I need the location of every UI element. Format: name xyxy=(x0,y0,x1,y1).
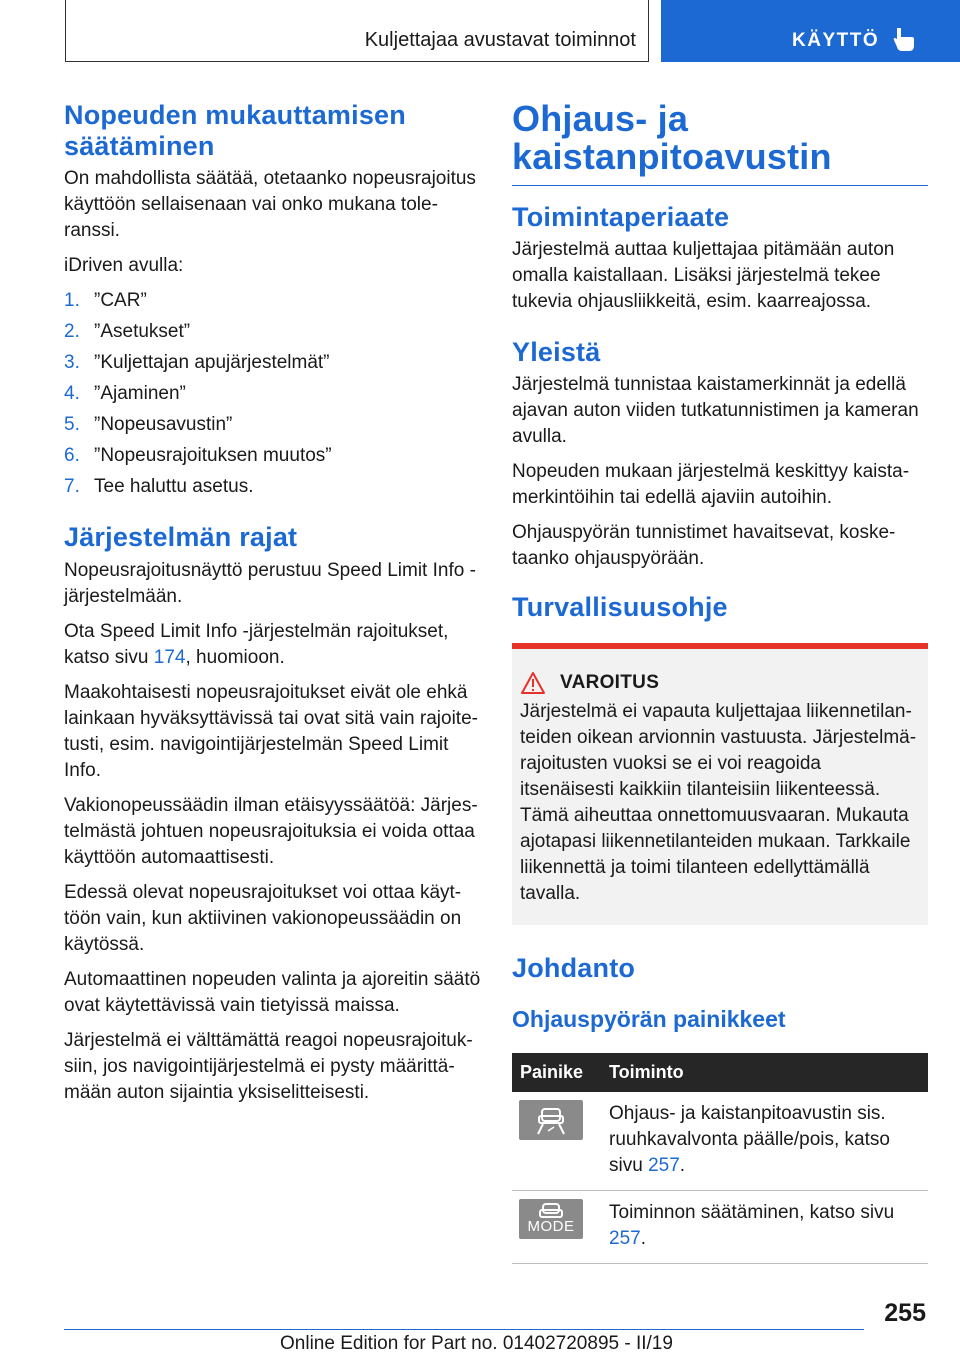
column-header-button: Painike xyxy=(512,1053,601,1092)
heading-principle: Toimintaperiaate xyxy=(512,202,730,232)
step-number: 1. xyxy=(64,290,80,311)
paragraph-limits-7: Järjestelmä ei välttämättä reagoi nopeusrajoituksiin, jos navigointijärjestelmä ei pysty määrittämään auton sijaintia yksiselitteisesti. xyxy=(64,1030,473,1103)
step-text: ”Ajaminen” xyxy=(94,383,186,404)
page-link-257[interactable]: 257 xyxy=(648,1155,680,1176)
heading-lane-assist: Ohjaus- ja kaistanpitoavustin xyxy=(512,98,832,177)
step-text: ”Kuljettajan apujärjestelmät” xyxy=(94,352,330,373)
step-number: 4. xyxy=(64,383,80,404)
header-chapter-title: KÄYTTÖ xyxy=(792,30,880,51)
paragraph-speed-adjust: On mahdollista säätää, otetaanko nopeusrajoitus käyttöön sellaisenaan vai onko mukana toleranssi. xyxy=(64,168,476,241)
pointing-hand-icon xyxy=(893,26,915,52)
warning-triangle-icon xyxy=(520,671,546,695)
warning-title-row xyxy=(520,671,918,695)
table-cell-function xyxy=(601,1092,928,1191)
table-row xyxy=(512,1092,928,1191)
column-header-function: Toiminto xyxy=(601,1053,928,1092)
list-item xyxy=(64,474,484,500)
paragraph-limits-1: Nopeusrajoitusnäyttö perustuu Speed Limit Info -järjestelmään. xyxy=(64,560,476,607)
footer-rule xyxy=(64,1329,864,1330)
mode-label: MODE xyxy=(527,1217,575,1235)
warning-text: Järjestelmä ei vapauta kuljettajaa liikennetilanteiden oikean arvionnin vastuusta. Järjestelmärajoitusten vuoksi se ei voi reagoida itsenäisesti kaikkiin tilanteisiin liikenteessä. Tämä aiheuttaa onnettomuusvaaran. Mukauta ajotapasi liikennetilanteiden mukaan. Tarkkaile liikennettä ja toimi tilanteen edellyttämällä tavalla. xyxy=(520,701,917,904)
paragraph-principle: Järjestelmä auttaa kuljettajaa pitämään auton omalla kaistallaan. Lisäksi järjestelmä tekee tukevia ohjausliikkeitä, esim. kaarreajossa. xyxy=(512,239,895,312)
heading-safety: Turvallisuusohje xyxy=(512,592,728,622)
list-item xyxy=(64,319,484,345)
lane-assist-button-icon xyxy=(519,1100,583,1140)
text: , huomioon. xyxy=(185,647,285,668)
step-text: ”CAR” xyxy=(94,290,147,311)
right-column xyxy=(512,100,928,1264)
step-text: ”Nopeusavustin” xyxy=(94,414,233,435)
paragraph-limits-5: Edessä olevat nopeusrajoitukset voi ottaa käyttöön vain, kun aktiivinen vakionopeussäädin on käytössä. xyxy=(64,882,462,955)
heading-speed-adjust: Nopeuden mukauttamisen säätäminen xyxy=(64,100,406,161)
step-number: 3. xyxy=(64,352,80,373)
text: . xyxy=(679,1155,686,1176)
paragraph-limits-3: Maakohtaisesti nopeusrajoitukset eivät ole ehkä lainkaan hyväksyttävissä tai ovat sitä vain rajoitetusti, esim. navigointijärjestelmän Speed Limit Info. xyxy=(64,682,478,781)
table-cell-function xyxy=(601,1191,928,1264)
table-header-row xyxy=(512,1053,928,1092)
step-number: 2. xyxy=(64,321,80,342)
step-number: 5. xyxy=(64,414,80,435)
warning-title: VAROITUS xyxy=(560,672,660,693)
warning-box xyxy=(512,643,928,925)
heading-system-limits: Järjestelmän rajat xyxy=(64,522,298,552)
table-cell-icon xyxy=(512,1191,601,1264)
text: . xyxy=(640,1228,646,1249)
paragraph-general-2: Nopeuden mukaan järjestelmä keskittyy kaistamerkintöihin tai edellä ajaviin autoihin. xyxy=(512,461,910,508)
step-text: Tee haluttu asetus. xyxy=(94,476,254,497)
page-number: 255 xyxy=(884,1299,926,1327)
page-link-257[interactable]: 257 xyxy=(609,1228,641,1249)
heading-rule xyxy=(512,185,928,186)
paragraph-general-1: Järjestelmä tunnistaa kaistamerkinnät ja edellä ajavan auton viiden tutkatunnistimen ja kameran avulla. xyxy=(512,374,919,447)
list-item xyxy=(64,288,484,314)
table-row xyxy=(512,1191,928,1264)
header-chapter-tab xyxy=(661,0,960,62)
buttons-table xyxy=(512,1053,928,1264)
paragraph-general-3: Ohjauspyörän tunnistimet havaitsevat, kosketaanko ohjauspyörään. xyxy=(512,522,896,569)
step-text: ”Asetukset” xyxy=(94,321,191,342)
steps-list xyxy=(64,288,484,500)
footer-edition: Online Edition for Part no. 01402720895 - II/19 xyxy=(280,1333,673,1354)
heading-general: Yleistä xyxy=(512,337,601,367)
header-section-title: Kuljettajaa avustavat toiminnot xyxy=(364,29,636,51)
heading-steering-buttons: Ohjauspyörän painikkeet xyxy=(512,1006,786,1032)
text: Ota Speed Limit Info -järjestelmän rajoitukset, katso sivu xyxy=(64,621,449,668)
paragraph-limits-2 xyxy=(64,619,484,671)
left-column xyxy=(64,100,484,1115)
paragraph-limits-4: Vakionopeussäädin ilman etäisyyssäätöä: Järjestelmästä johtuen nopeusrajoituksia ei voida ottaa käyttöön automaattisesti. xyxy=(64,795,478,868)
paragraph-idrive: iDriven avulla: xyxy=(64,255,184,276)
header-section-box xyxy=(65,0,649,62)
mode-button-icon xyxy=(519,1199,583,1239)
table-cell-icon xyxy=(512,1092,601,1191)
list-item xyxy=(64,350,484,376)
text: Toiminnon säätäminen, katso sivu xyxy=(609,1202,895,1223)
paragraph-limits-6: Automaattinen nopeuden valinta ja ajoreitin säätö ovat käytettävissä vain tietyissä maissa. xyxy=(64,969,481,1016)
text: Ohjaus- ja kaistanpitoavustin sis. ruuhkavalvonta päälle/pois, katso sivu xyxy=(609,1103,890,1176)
step-number: 7. xyxy=(64,476,80,497)
list-item xyxy=(64,381,484,407)
list-item xyxy=(64,443,484,469)
step-text: ”Nopeusrajoituksen muutos” xyxy=(94,445,332,466)
step-number: 6. xyxy=(64,445,80,466)
heading-intro: Johdanto xyxy=(512,953,636,983)
list-item xyxy=(64,412,484,438)
page-link-174[interactable]: 174 xyxy=(153,647,186,668)
